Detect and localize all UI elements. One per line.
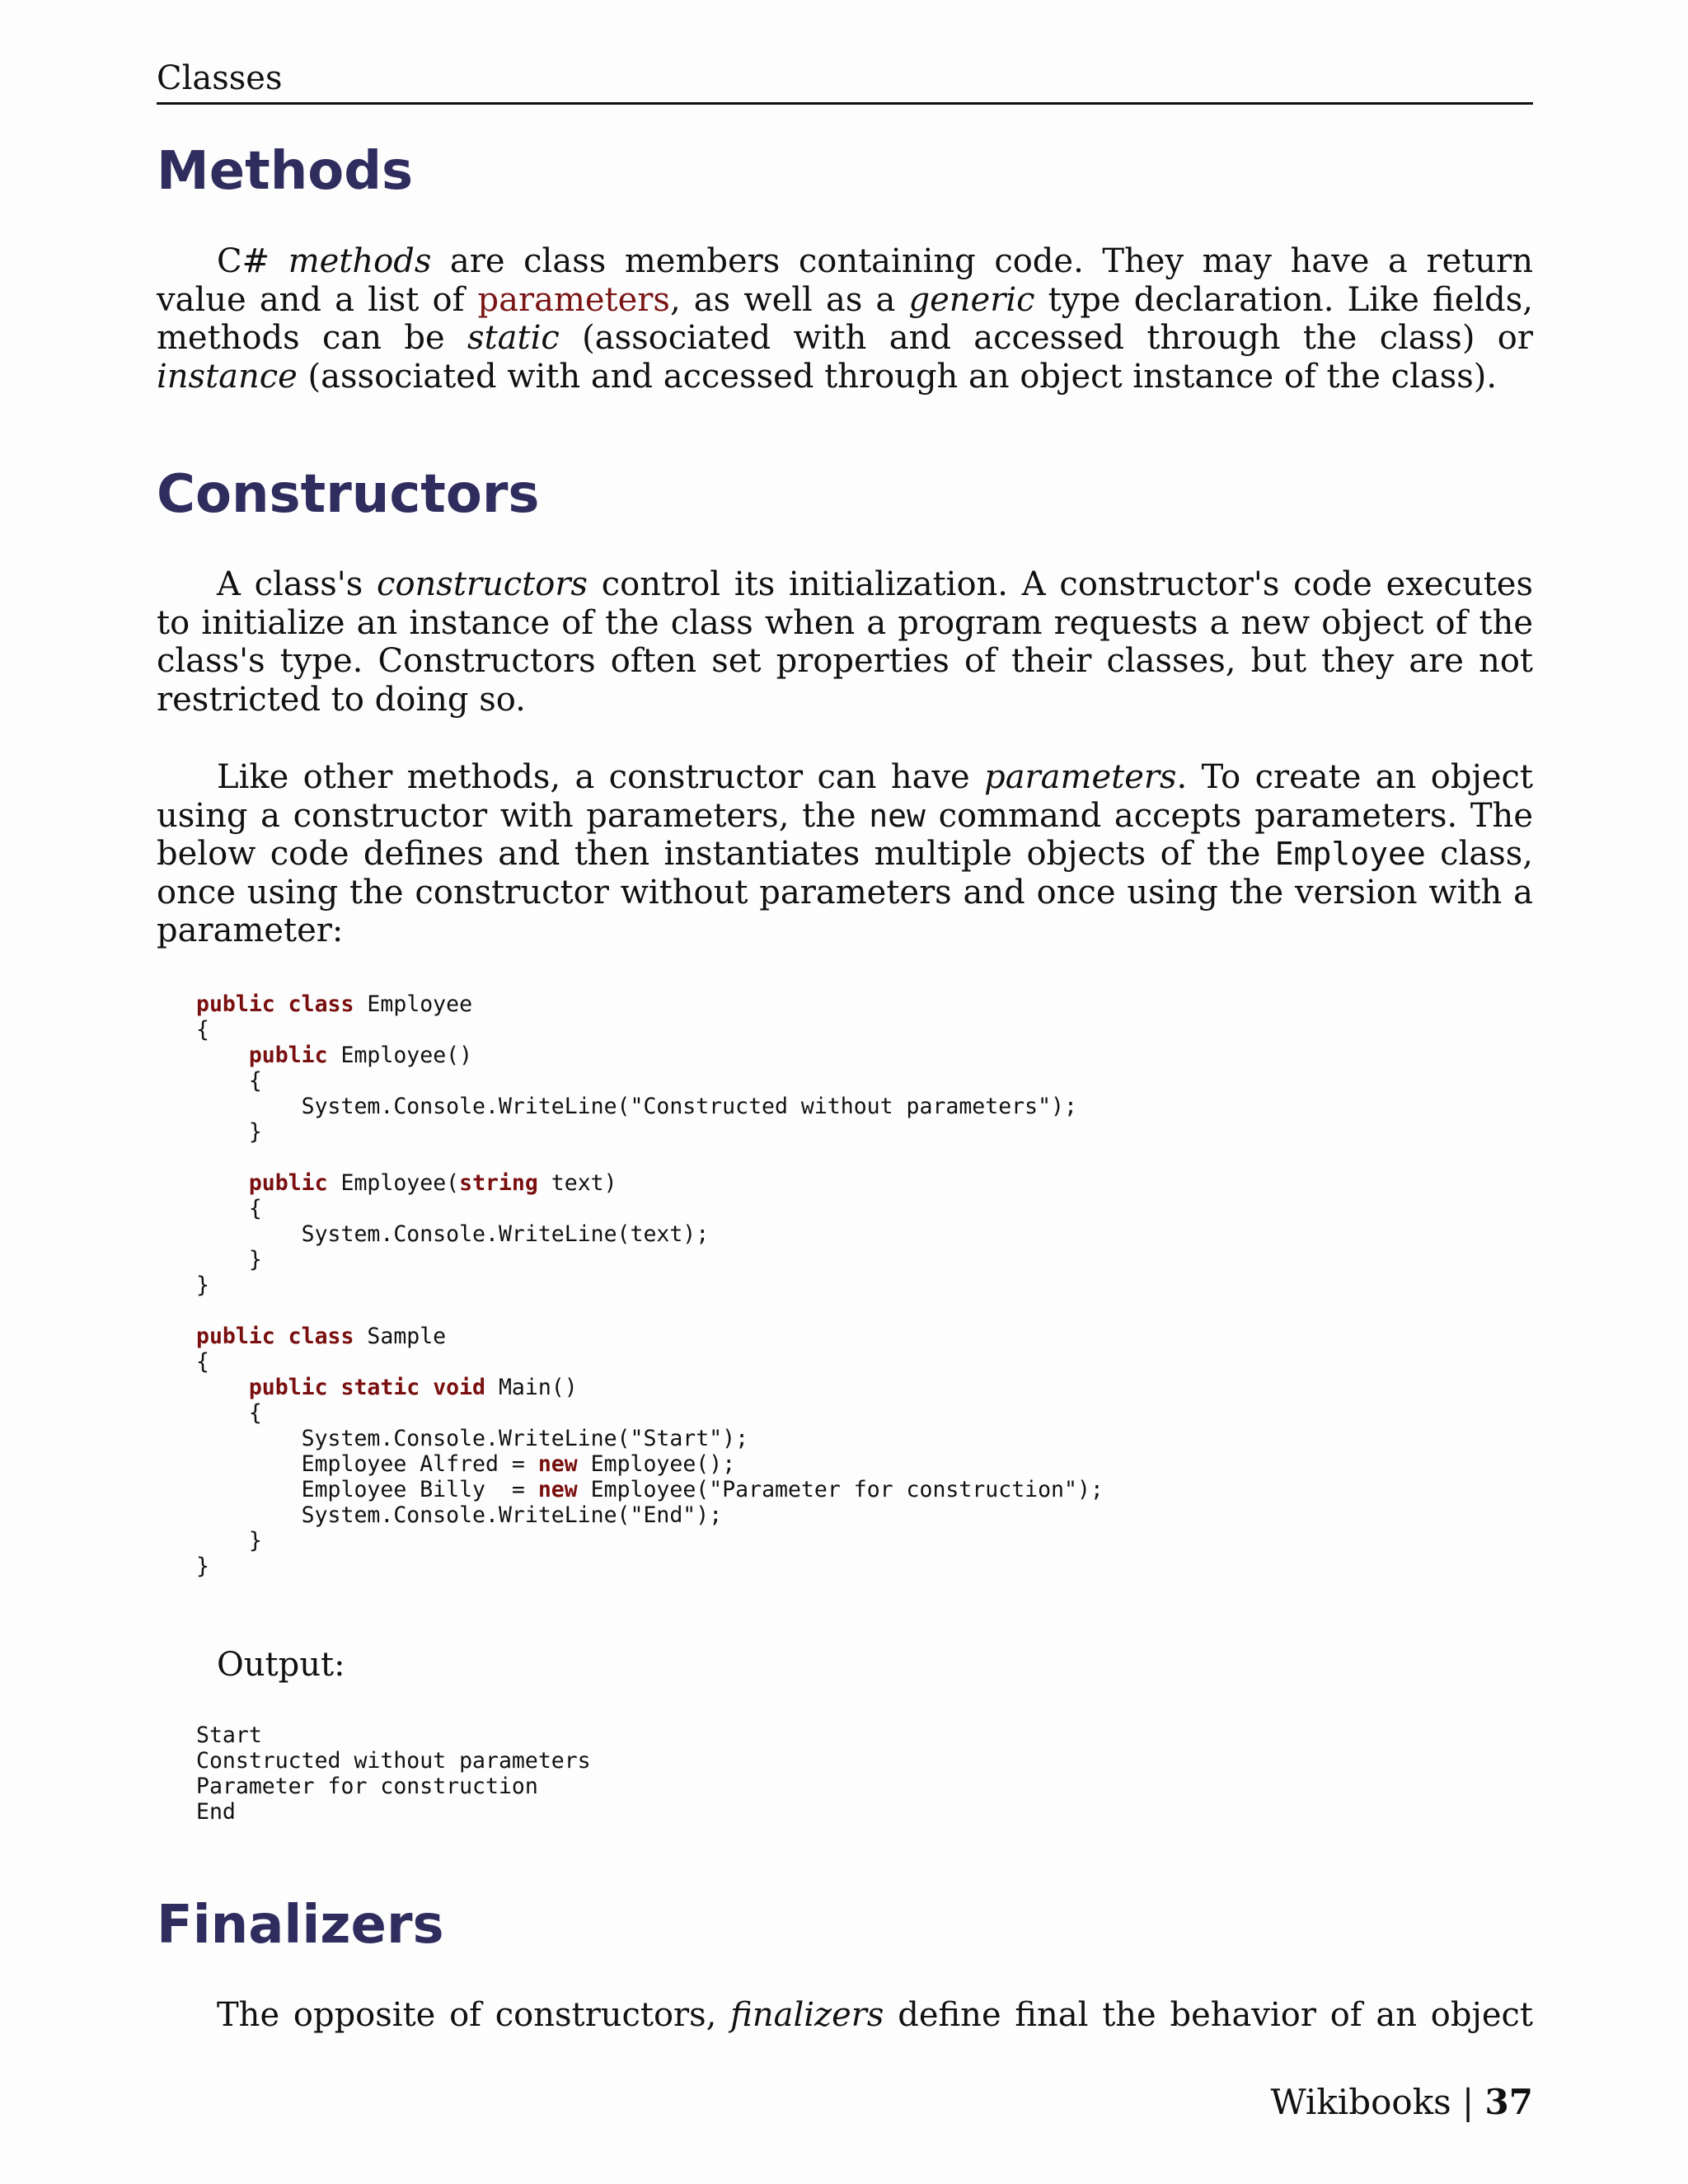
code-text: { [196, 1196, 262, 1221]
text-run-italic: static [467, 319, 560, 357]
code-keyword: public [248, 1043, 328, 1068]
code-text: Employee() [327, 1043, 473, 1068]
output-line: Start [196, 1722, 262, 1748]
text-run: (associated with and accessed through an object instance of the class). [297, 357, 1498, 396]
code-text: Employee("Parameter for construction"); [577, 1477, 1104, 1502]
text-run-italic: generic [908, 280, 1035, 319]
inline-code: new [869, 797, 926, 834]
code-text: Employee( [327, 1170, 460, 1196]
code-text: System.Console.WriteLine(text); [196, 1221, 710, 1247]
code-text: System.Console.WriteLine("Constructed without parameters"); [196, 1094, 1077, 1119]
constructors-paragraph-1 [157, 565, 1533, 719]
output-label: Output: [217, 1646, 345, 1684]
code-text: Employee Billy = [196, 1477, 538, 1502]
code-text: } [196, 1272, 209, 1298]
text-run-italic: finalizers [730, 1996, 884, 2034]
code-keyword: public class [196, 991, 354, 1017]
code-text: Main() [485, 1375, 578, 1400]
code-text: System.Console.WriteLine("Start"); [196, 1426, 749, 1451]
output-line: Parameter for construction [196, 1774, 538, 1799]
code-text: System.Console.WriteLine("End"); [196, 1502, 723, 1528]
text-run: A class's [217, 565, 377, 603]
code-block [196, 991, 1104, 1579]
text-run: class, once using the constructor without parameters and once using the version with a parameter: [157, 835, 1533, 949]
code-text: { [196, 1349, 209, 1375]
code-text: Sample [354, 1324, 447, 1349]
constructors-paragraph-2 [157, 758, 1533, 950]
code-text: } [196, 1554, 209, 1579]
output-block [196, 1722, 591, 1825]
code-text: { [196, 1400, 262, 1426]
heading-finalizers: Finalizers [157, 1895, 444, 1956]
code-keyword: new [537, 1477, 578, 1502]
text-run-italic: constructors [377, 565, 588, 603]
parameters-link[interactable]: parameters [477, 280, 670, 319]
text-run: define final the behavior of an object [884, 1996, 1534, 2034]
text-run: . To create an object using a constructor with parameters, the [157, 758, 1534, 835]
code-text: Employee Alfred = [196, 1451, 538, 1477]
code-text: } [196, 1247, 262, 1272]
code-keyword: public class [196, 1324, 354, 1349]
page-footer [1270, 2081, 1533, 2124]
code-text: Employee(); [577, 1451, 736, 1477]
heading-constructors: Constructors [157, 464, 540, 525]
text-run: C# [217, 242, 288, 280]
text-run: , as well as a [669, 280, 909, 319]
text-run: (associated with and accessed through the class) or [559, 319, 1533, 357]
finalizers-paragraph [157, 1996, 1533, 2035]
text-run: control its initialization. A constructor's code executes to initialize an instance of the class when a program requests a new object of the class's type. Constructors often set properties of their classes, but they are not restricted to doing so. [157, 565, 1533, 719]
output-line: End [196, 1799, 236, 1825]
text-run-italic: parameters [984, 758, 1177, 796]
inline-code: Employee [1274, 836, 1426, 872]
code-keyword: public static void [248, 1375, 486, 1400]
code-keyword: public [248, 1170, 328, 1196]
heading-methods: Methods [157, 141, 414, 202]
text-run: Like other methods, a constructor can have [217, 758, 985, 796]
code-keyword: string [459, 1170, 538, 1196]
code-text: } [196, 1119, 262, 1145]
output-line: Constructed without parameters [196, 1748, 591, 1774]
text-run: type declaration. Like fields, methods can be [157, 280, 1534, 357]
text-run: command accepts parameters. The below code defines and then instantiates multiple objects of the [157, 796, 1533, 873]
text-run-italic: instance [157, 357, 298, 396]
text-run: are class members containing code. They may have a return value and a list of [157, 242, 1533, 319]
code-text: { [196, 1068, 262, 1094]
text-run: The opposite of constructors, [217, 1996, 731, 2034]
code-text: { [196, 1017, 209, 1043]
footer-publisher: Wikibooks | [1270, 2082, 1485, 2122]
code-text: Employee [354, 991, 473, 1017]
methods-paragraph [157, 242, 1533, 396]
page-number: 37 [1484, 2082, 1533, 2122]
code-text: text) [537, 1170, 617, 1196]
code-keyword: new [537, 1451, 578, 1477]
running-header: Classes [157, 58, 1533, 105]
code-text: } [196, 1528, 262, 1554]
text-run-italic: methods [288, 242, 432, 280]
